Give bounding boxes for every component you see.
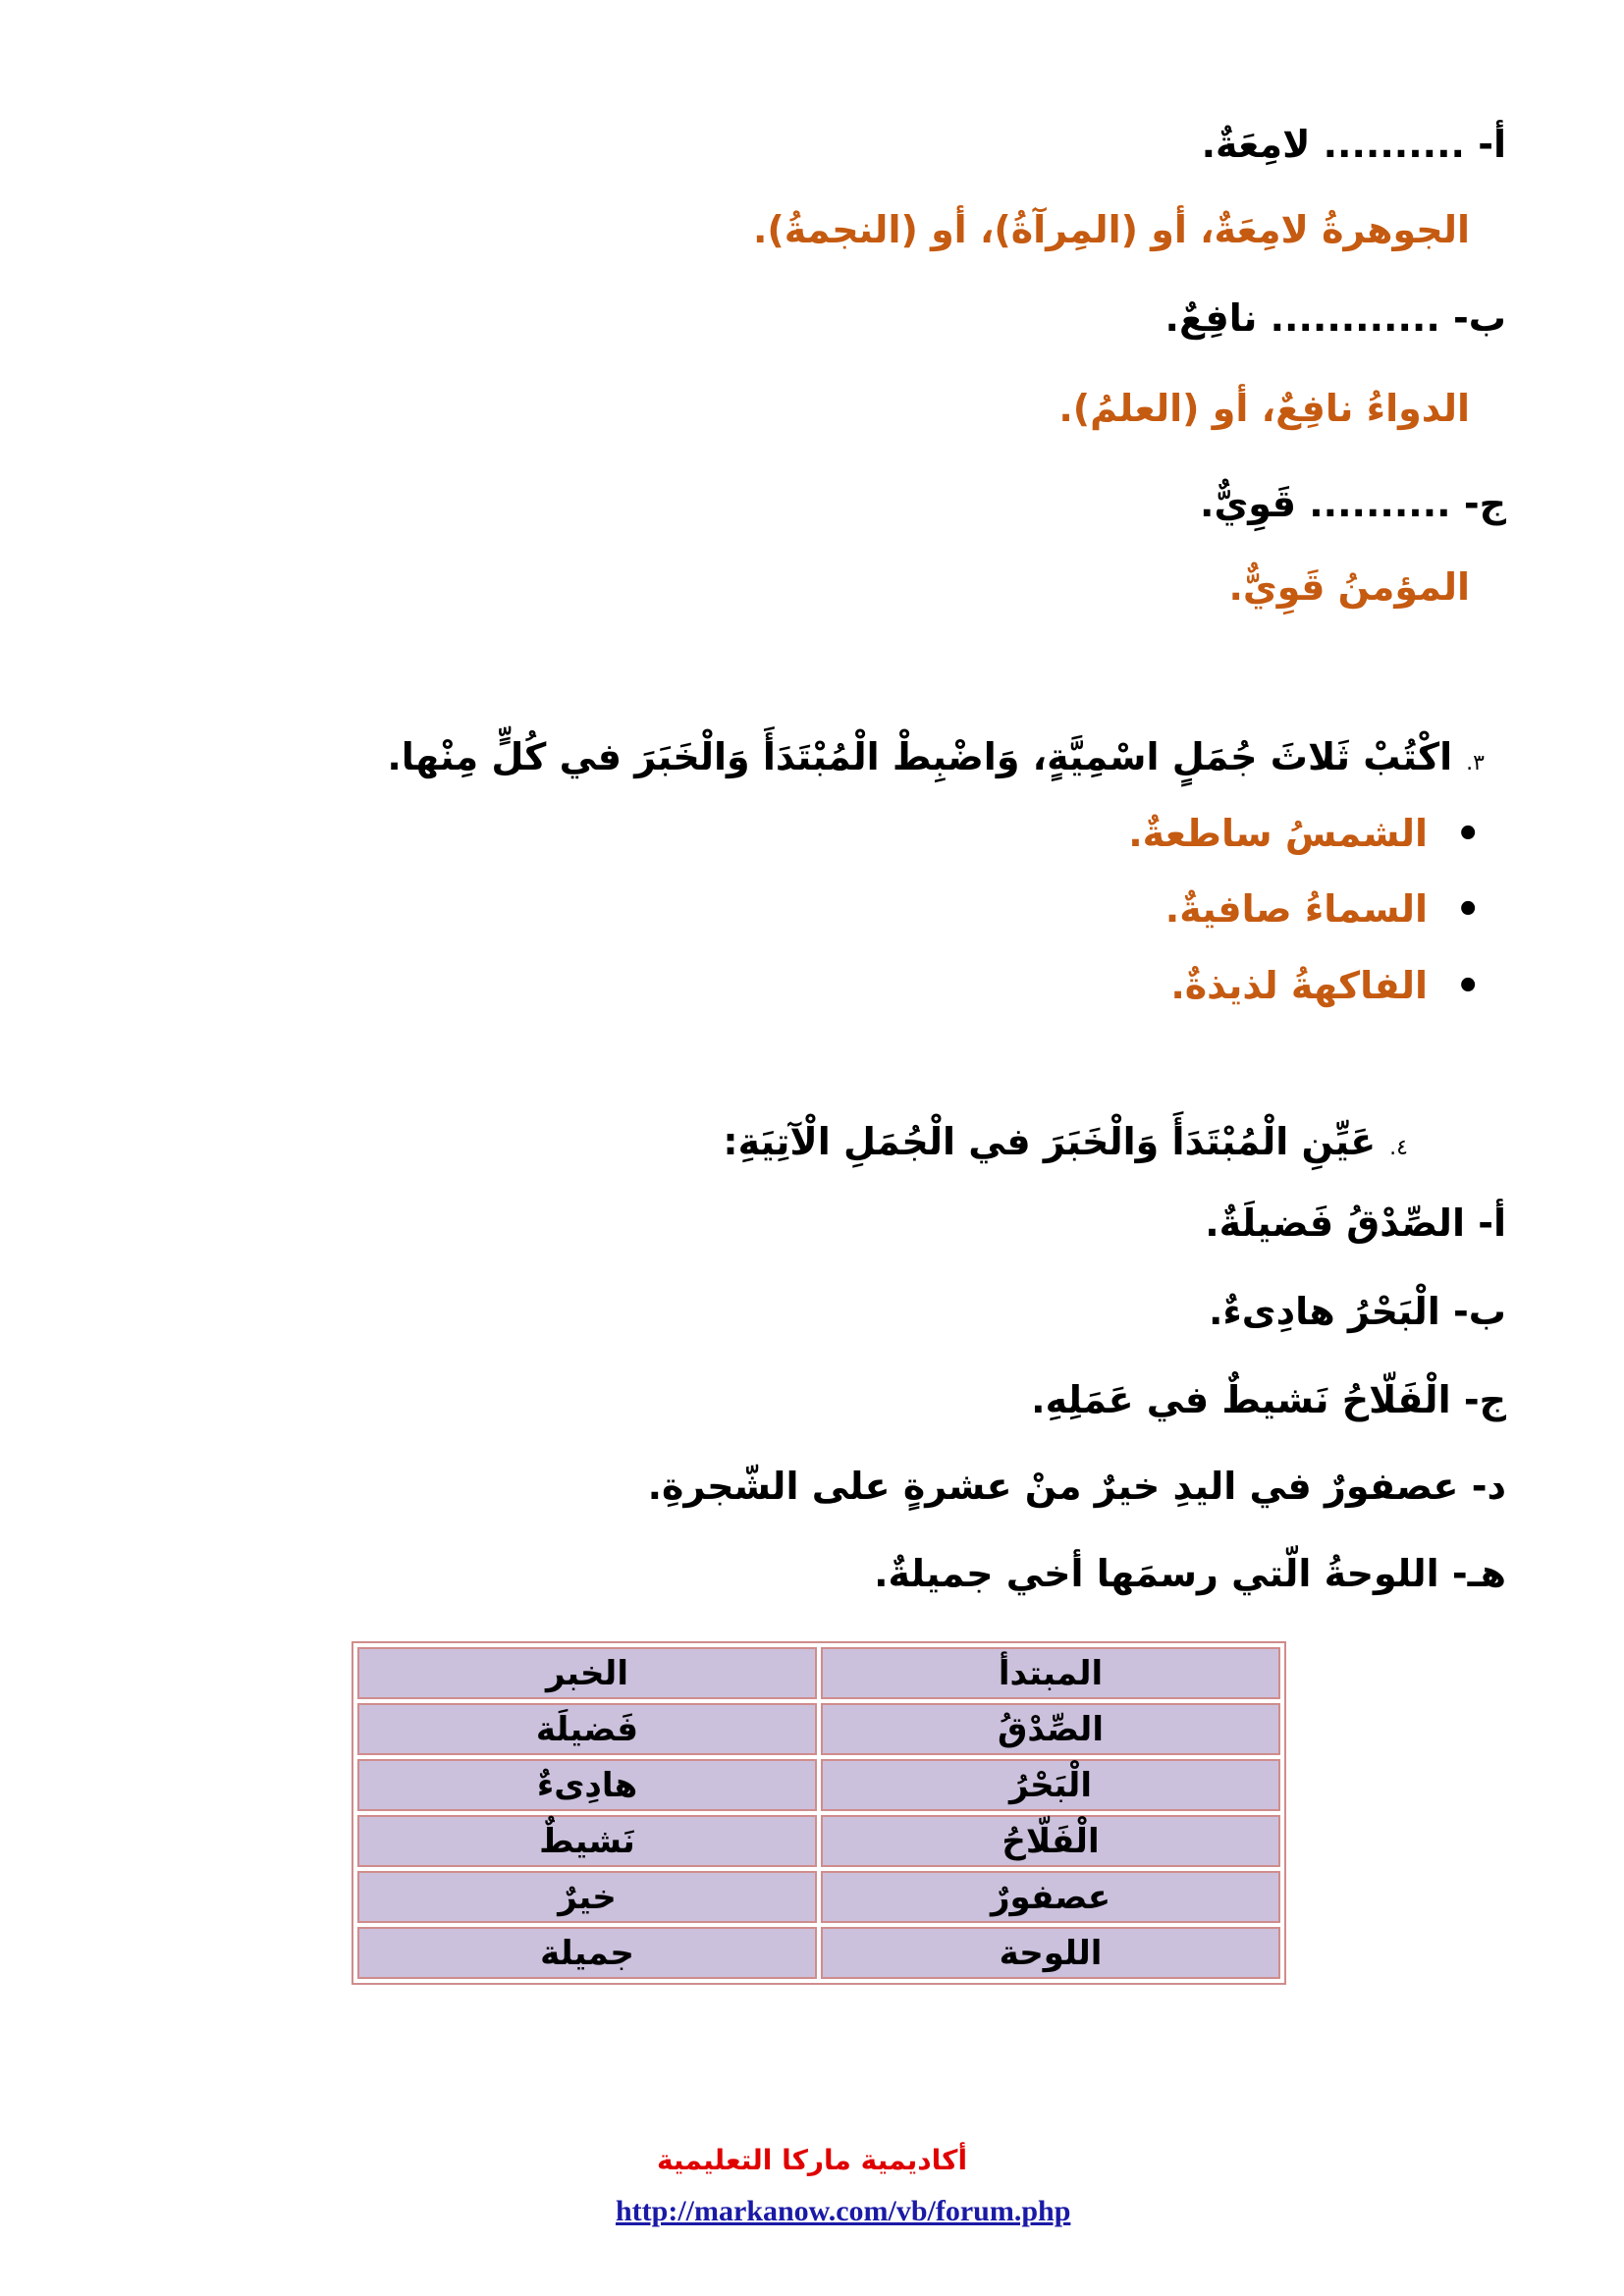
question-4-prompt: عَيِّنِ الْمُبْتَدَأَ وَالْخَبَرَ في الْجُمَلِ الْآتِيَةِ: [723, 1120, 1377, 1163]
question-c: ج- .......... قَوِيٌّ. [1200, 482, 1506, 525]
bullet-icon: • [1455, 887, 1481, 933]
question-3-prompt: اكْتُبْ ثَلاثَ جُمَلٍ اسْمِيَّةٍ، وَاضْبِطْ الْمُبْتَدَأَ وَالْخَبَرَ في كُلٍّ مِنْها. [387, 735, 1453, 778]
table-row [357, 1759, 1280, 1811]
table-cell-subject: الصِّدْقُ [821, 1703, 1280, 1755]
question-a: أ- .......... لامِعَةٌ. [1201, 123, 1506, 166]
bullet-icon: • [1455, 964, 1481, 1009]
answer-b: الدواءُ نافِعٌ، أو (العلمُ). [1058, 387, 1470, 430]
table-cell-subject: عصفورٌ [821, 1871, 1280, 1923]
table-header-row [357, 1647, 1280, 1699]
table-row [357, 1703, 1280, 1755]
table-cell-predicate: هادِىءٌ [357, 1759, 817, 1811]
q4-sentence-e: هـ- اللوحةُ الّتي رسمَها أخي جميلةٌ. [874, 1552, 1506, 1595]
question-4 [723, 1120, 1408, 1163]
q4-sentence-d: د- عصفورٌ في اليدِ خيرٌ منْ عشرةٍ على الشّجرةِ. [647, 1465, 1506, 1508]
q4-sentence-c: ج- الْفَلّاحُ نَشيطٌ في عَمَلِهِ. [1031, 1378, 1506, 1421]
table-cell-subject: اللوحة [821, 1927, 1280, 1979]
table-cell-subject: الْفَلّاحُ [821, 1815, 1280, 1867]
bullet-icon: • [1455, 812, 1481, 857]
table-cell-predicate: فَضيلَة [357, 1703, 817, 1755]
table-cell-predicate: جميلة [357, 1927, 817, 1979]
question-3 [387, 735, 1485, 778]
footer-link[interactable]: http://markanow.com/vb/forum.php [616, 2195, 1071, 2227]
table-header-predicate: الخبر [357, 1647, 817, 1699]
q3-answer-1: الشمسُ ساطعةٌ. [1128, 812, 1428, 855]
table-row [357, 1927, 1280, 1979]
question-3-number: ٣. [1466, 751, 1485, 775]
table-cell-subject: الْبَحْرُ [821, 1759, 1280, 1811]
table-row [357, 1871, 1280, 1923]
answer-a: الجوهرةُ لامِعَةٌ، أو (المِرآةُ)، أو (النجمةُ). [752, 208, 1470, 251]
q3-answer-3: الفاكهةُ لذيذةٌ. [1170, 964, 1428, 1007]
q3-answer-2: السماءُ صافيةٌ. [1164, 887, 1428, 931]
table-cell-predicate: نَشيطٌ [357, 1815, 817, 1867]
table-row [357, 1815, 1280, 1867]
q4-sentence-b: ب- الْبَحْرُ هادِىءٌ. [1208, 1290, 1506, 1333]
question-b: ب- ............ نافِعٌ. [1164, 296, 1506, 340]
q4-sentence-a: أ- الصِّدْقُ فَضيلَةٌ. [1205, 1201, 1506, 1245]
answers-table [352, 1641, 1286, 1985]
question-4-number: ٤. [1389, 1136, 1408, 1160]
answer-c: المؤمنُ قَوِيٌّ. [1228, 565, 1470, 609]
footer-title: أكاديمية ماركا التعليمية [656, 2144, 968, 2176]
table-cell-predicate: خيرٌ [357, 1871, 817, 1923]
table-header-subject: المبتدأ [821, 1647, 1280, 1699]
